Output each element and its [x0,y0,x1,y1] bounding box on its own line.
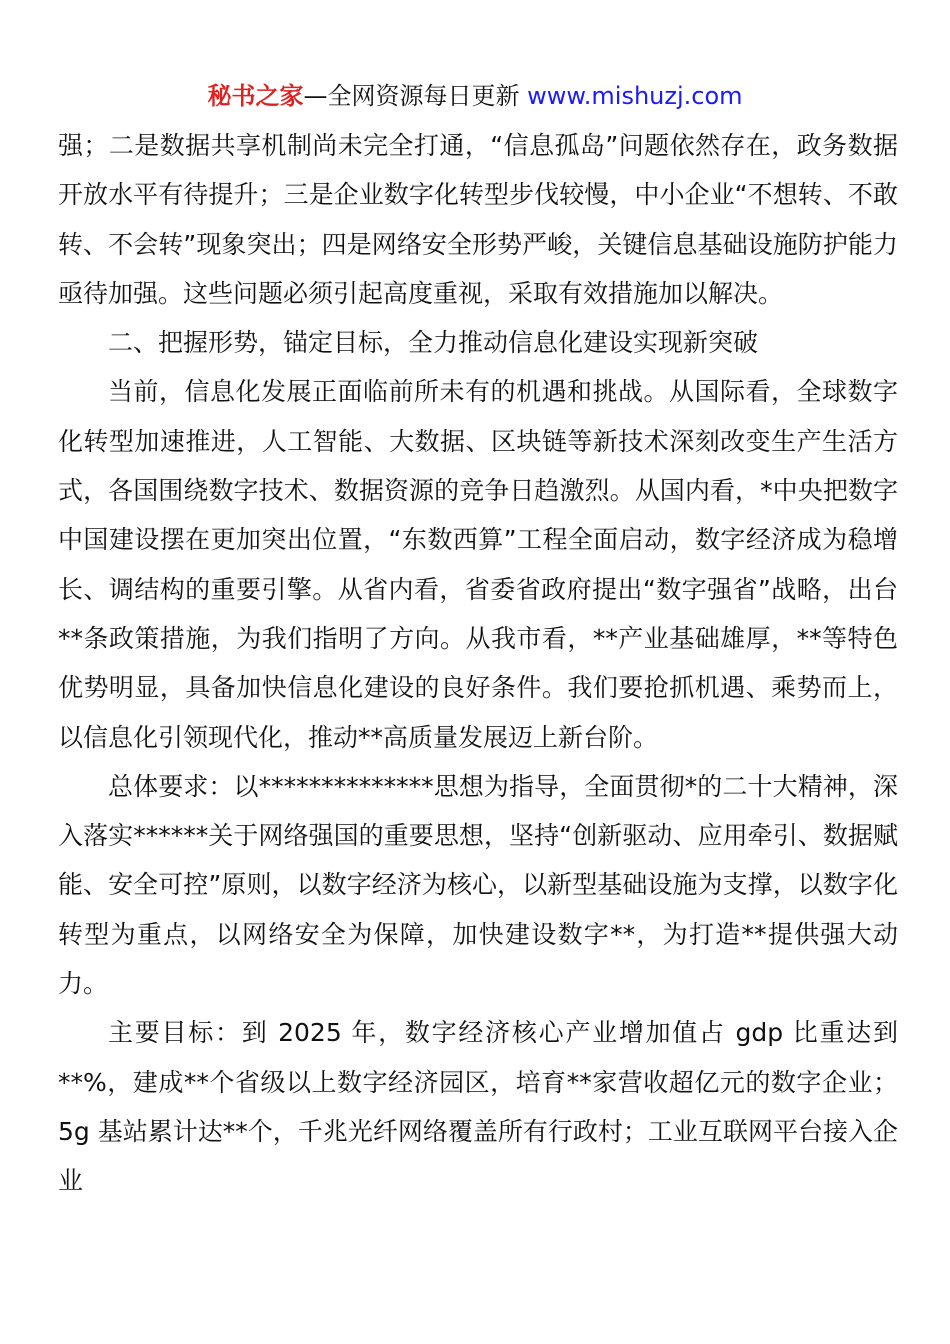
paragraph-continuation: 强；二是数据共享机制尚未完全打通，“信息孤岛”问题依然存在，政务数据开放水平有待提升；三是企业数字化转型步伐较慢，中小企业“不想转、不敢转、不会转”现象突出；四是网络安全形势严峻，关键信息基础设施防护能力亟待加强。这些问题必须引起高度重视，采取有效措施加以解决。 [58,131,898,308]
document-body [58,121,898,1206]
site-url-link[interactable]: www.mishuzj.com [527,82,743,110]
paragraph-main-goals: 主要目标：到 2025 年，数字经济核心产业增加值占 gdp 比重达到**%，建成**个省级以上数字经济园区，培育**家营收超亿元的数字企业；5g 基站累计达**个，千兆光纤网络覆盖所有行政村；工业互联网平台接入企业 [58,1018,898,1196]
site-brand: 秘书之家 [207,82,304,110]
document-header [0,80,950,112]
paragraph-general-requirements: 总体要求：以**************思想为指导，全面贯彻*的二十大精神，深入落实******关于网络强国的重要思想，坚持“创新驱动、应用牵引、数据赋能、安全可控”原则，以数字经济为核心，以新型基础设施为支撑，以数字化转型为重点，以网络安全为保障，加快建设数字**，为打造**提供强大动力。 [58,771,898,999]
site-tagline: —全网资源每日更新 [303,82,528,110]
paragraph-situation: 当前，信息化发展正面临前所未有的机遇和挑战。从国际看，全球数字化转型加速推进，人工智能、大数据、区块链等新技术深刻改变生产生活方式，各国围绕数字技术、数据资源的竞争日趋激烈。从国内看，*中央把数字中国建设摆在更加突出位置，“东数西算”工程全面启动，数字经济成为稳增长、调结构的重要引擎。从省内看，省委省政府提出“数字强省”战略，出台**条政策措施，为我们指明了方向。从我市看，**产业基础雄厚，**等特色优势明显，具备加快信息化建设的良好条件。我们要抢抓机遇、乘势而上，以信息化引领现代化，推动**高质量发展迈上新台阶。 [58,377,898,752]
section-heading: 二、把握形势，锚定目标，全力推动信息化建设实现新突破 [108,328,759,358]
